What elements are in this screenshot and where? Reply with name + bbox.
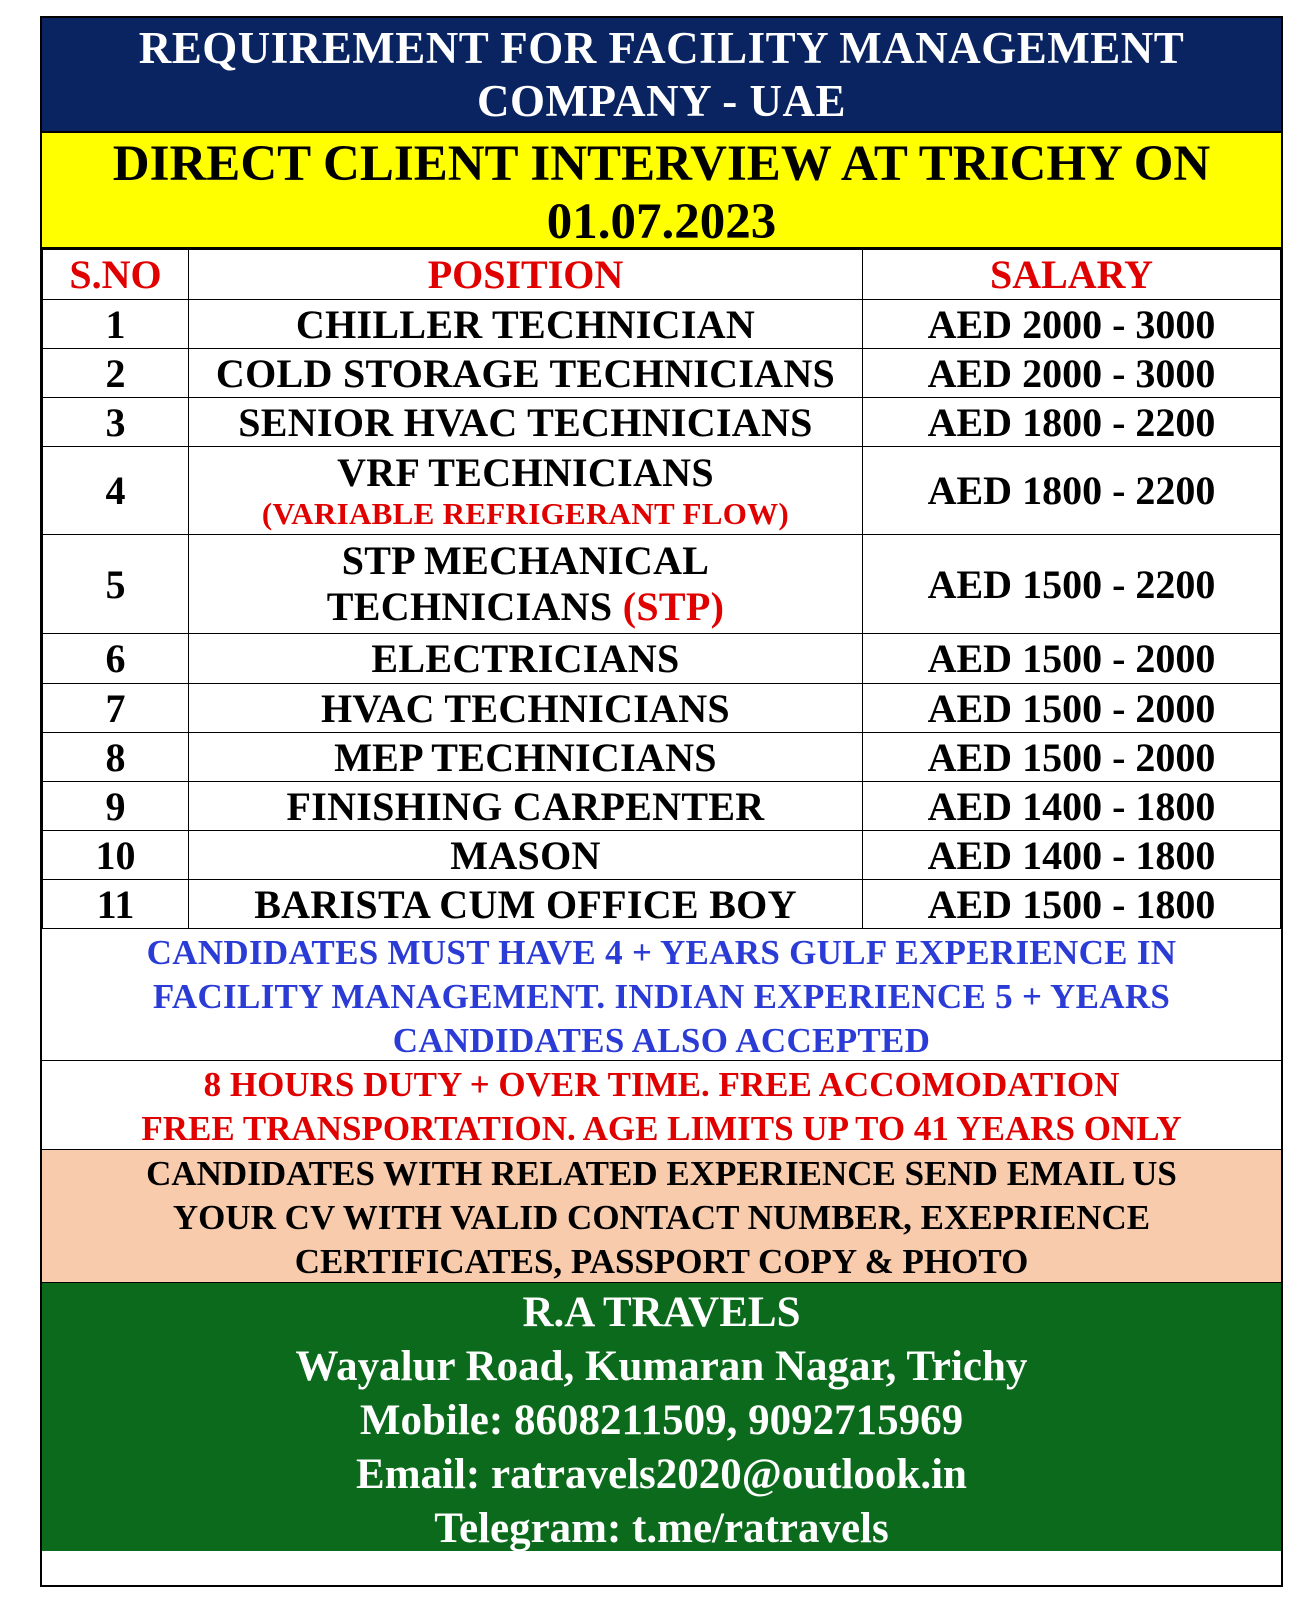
row-position: SENIOR HVAC TECHNICIANS <box>189 398 863 447</box>
job-advertisement <box>40 16 1283 1587</box>
requirements-line1: CANDIDATES MUST HAVE 4 + YEARS GULF EXPERIENCE IN <box>146 933 1177 972</box>
table-row <box>43 535 1281 634</box>
row-salary: AED 1400 - 1800 <box>863 782 1281 831</box>
row-sno: 8 <box>43 733 189 782</box>
table-row <box>43 349 1281 398</box>
table-row <box>43 733 1281 782</box>
row-sno: 1 <box>43 300 189 349</box>
row-position: CHILLER TECHNICIAN <box>189 300 863 349</box>
interview-date: 01.07.2023 <box>546 194 777 250</box>
apply-line2: YOUR CV WITH VALID CONTACT NUMBER, EXEPRIENCE <box>172 1198 1151 1237</box>
row-position: ELECTRICIANS <box>189 634 863 684</box>
row-sno: 7 <box>43 684 189 733</box>
row-salary: AED 2000 - 3000 <box>863 300 1281 349</box>
column-header-sno: S.NO <box>43 250 189 300</box>
company-name: R.A TRAVELS <box>522 1289 801 1336</box>
benefits-line2: FREE TRANSPORTATION. AGE LIMITS UP TO 41 YEARS ONLY <box>141 1109 1182 1148</box>
interview-line1: DIRECT CLIENT INTERVIEW AT TRICHY ON <box>112 136 1211 192</box>
requirements-line2: FACILITY MANAGEMENT. INDIAN EXPERIENCE 5 + YEARS <box>152 977 1171 1016</box>
row-position: BARISTA CUM OFFICE BOY <box>189 880 863 929</box>
company-address: Wayalur Road, Kumaran Nagar, Trichy <box>295 1343 1028 1390</box>
row-position: MEP TECHNICIANS <box>189 733 863 782</box>
contact-mobile: Mobile: 8608211509, 9092715969 <box>359 1397 964 1444</box>
table-row <box>43 447 1281 535</box>
row-position-cell <box>189 447 863 535</box>
row-salary: AED 1500 - 1800 <box>863 880 1281 929</box>
row-salary: AED 2000 - 3000 <box>863 349 1281 398</box>
table-row <box>43 398 1281 447</box>
column-header-salary: SALARY <box>863 250 1281 300</box>
header-banner <box>42 18 1281 131</box>
row-position: STP MECHANICAL <box>341 538 710 583</box>
row-position: HVAC TECHNICIANS <box>189 684 863 733</box>
row-salary: AED 1800 - 2200 <box>863 398 1281 447</box>
table-row <box>43 831 1281 880</box>
row-sno: 4 <box>43 447 189 535</box>
row-position: VRF TECHNICIANS <box>337 449 714 495</box>
column-header-position: POSITION <box>189 250 863 300</box>
row-position-suffix: (STP) <box>622 584 725 629</box>
row-salary: AED 1500 - 2000 <box>863 733 1281 782</box>
row-sno: 6 <box>43 634 189 684</box>
row-salary: AED 1500 - 2200 <box>863 535 1281 634</box>
interview-banner <box>42 131 1281 249</box>
table-row <box>43 782 1281 831</box>
apply-instructions <box>42 1150 1281 1283</box>
table-row <box>43 300 1281 349</box>
row-salary: AED 1500 - 2000 <box>863 684 1281 733</box>
header-title-line1: REQUIREMENT FOR FACILITY MANAGEMENT <box>138 23 1185 73</box>
positions-table <box>42 249 1281 929</box>
benefits-line1: 8 HOURS DUTY + OVER TIME. FREE ACCOMODATION <box>203 1065 1120 1104</box>
row-sno: 2 <box>43 349 189 398</box>
header-title-line2: COMPANY - UAE <box>477 76 846 126</box>
row-salary: AED 1400 - 1800 <box>863 831 1281 880</box>
table-row <box>43 634 1281 684</box>
row-sno: 10 <box>43 831 189 880</box>
contact-block <box>42 1283 1281 1551</box>
contact-email[interactable]: Email: ratravels2020@outlook.in <box>356 1451 967 1498</box>
row-position-line2: TECHNICIANS <box>326 584 613 629</box>
benefits-note <box>42 1061 1281 1150</box>
row-position-cell <box>189 535 863 634</box>
table-row <box>43 684 1281 733</box>
row-position: FINISHING CARPENTER <box>189 782 863 831</box>
apply-line1: CANDIDATES WITH RELATED EXPERIENCE SEND EMAIL US <box>146 1154 1177 1193</box>
row-sno: 5 <box>43 535 189 634</box>
row-position-note: (VARIABLE REFRIGERANT FLOW) <box>261 495 790 531</box>
contact-telegram[interactable]: Telegram: t.me/ratravels <box>434 1505 889 1552</box>
row-position-line2-wrap <box>189 584 862 630</box>
row-sno: 9 <box>43 782 189 831</box>
table-header-row <box>43 250 1281 300</box>
row-salary: AED 1800 - 2200 <box>863 447 1281 535</box>
requirements-line3: CANDIDATES ALSO ACCEPTED <box>392 1021 931 1060</box>
row-position: MASON <box>189 831 863 880</box>
row-salary: AED 1500 - 2000 <box>863 634 1281 684</box>
requirements-note <box>42 929 1281 1061</box>
table-row <box>43 880 1281 929</box>
apply-line3: CERTIFICATES, PASSPORT COPY & PHOTO <box>294 1242 1029 1281</box>
row-sno: 3 <box>43 398 189 447</box>
row-sno: 11 <box>43 880 189 929</box>
row-position: COLD STORAGE TECHNICIANS <box>189 349 863 398</box>
